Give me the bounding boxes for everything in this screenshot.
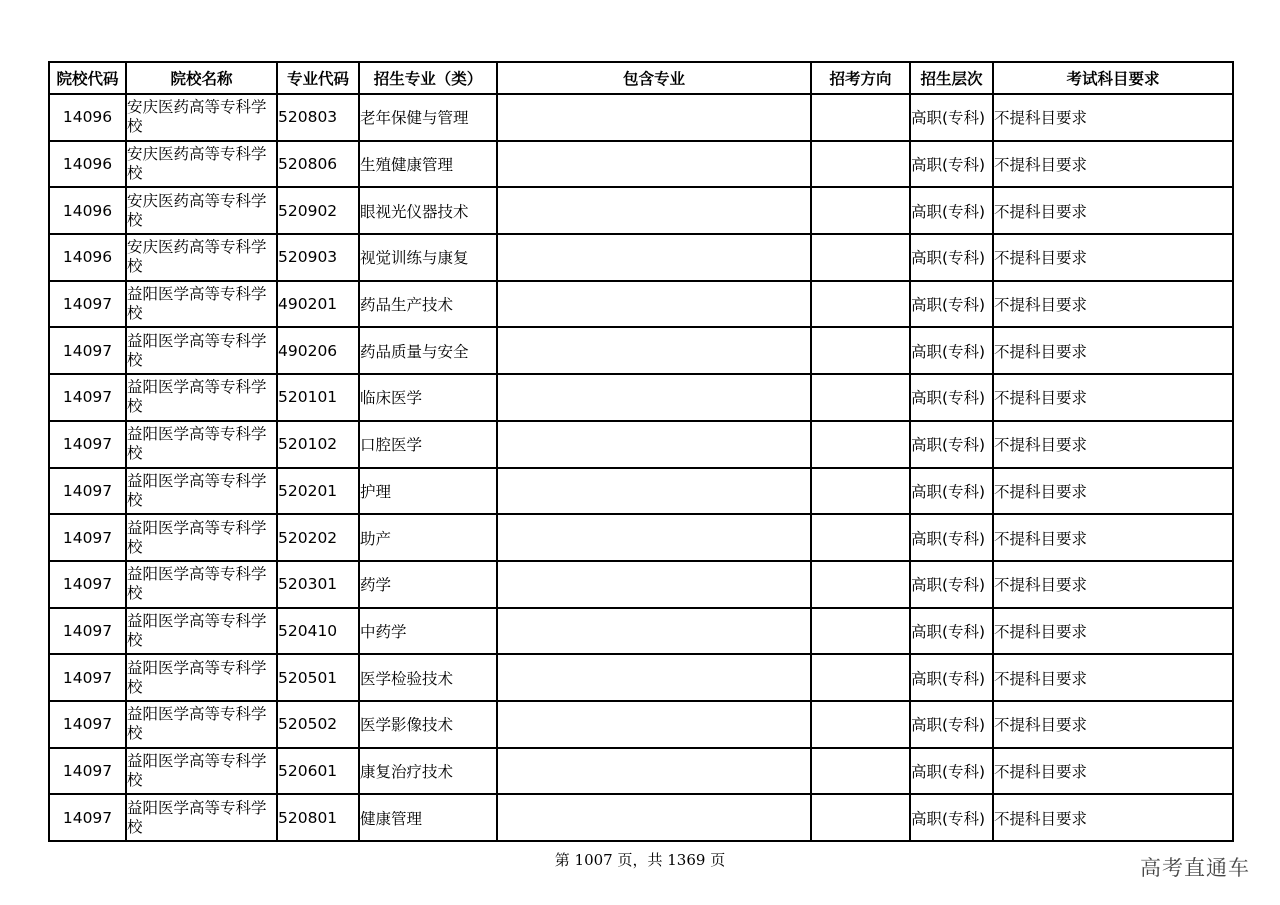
cell-requirement: 不提科目要求 [993, 794, 1233, 841]
cell-school-name: 益阳医学高等专科学校 [126, 748, 277, 795]
cell-level: 高职(专科) [910, 514, 993, 561]
cell-school-code: 14097 [49, 421, 126, 468]
cell-school-code: 14096 [49, 94, 126, 141]
table-row [49, 701, 1233, 748]
cell-school-code: 14097 [49, 374, 126, 421]
cell-requirement: 不提科目要求 [993, 421, 1233, 468]
table-row [49, 748, 1233, 795]
cell-major: 药品质量与安全 [359, 327, 497, 374]
cell-school-name: 益阳医学高等专科学校 [126, 514, 277, 561]
cell-level: 高职(专科) [910, 468, 993, 515]
cell-requirement: 不提科目要求 [993, 654, 1233, 701]
cell-school-name: 益阳医学高等专科学校 [126, 327, 277, 374]
cell-included-majors [497, 94, 811, 141]
cell-requirement: 不提科目要求 [993, 748, 1233, 795]
table-row [49, 374, 1233, 421]
cell-major-code: 520801 [277, 794, 359, 841]
cell-school-name: 益阳医学高等专科学校 [126, 468, 277, 515]
cell-requirement: 不提科目要求 [993, 608, 1233, 655]
cell-major-code: 520301 [277, 561, 359, 608]
cell-level: 高职(专科) [910, 608, 993, 655]
table-row [49, 187, 1233, 234]
cell-direction [811, 234, 910, 281]
cell-included-majors [497, 374, 811, 421]
cell-requirement: 不提科目要求 [993, 514, 1233, 561]
table-header [49, 62, 1233, 94]
cell-school-name: 益阳医学高等专科学校 [126, 561, 277, 608]
cell-major-code: 520201 [277, 468, 359, 515]
cell-direction [811, 514, 910, 561]
cell-school-name: 益阳医学高等专科学校 [126, 374, 277, 421]
cell-included-majors [497, 794, 811, 841]
header-school-code: 院校代码 [49, 62, 126, 94]
cell-school-name: 益阳医学高等专科学校 [126, 608, 277, 655]
cell-school-code: 14096 [49, 187, 126, 234]
cell-level: 高职(专科) [910, 234, 993, 281]
cell-school-code: 14097 [49, 654, 126, 701]
cell-included-majors [497, 281, 811, 328]
page-number: 第 1007 页，共 1369 页 [554, 851, 726, 869]
cell-included-majors [497, 748, 811, 795]
cell-requirement: 不提科目要求 [993, 468, 1233, 515]
header-row [49, 62, 1233, 94]
cell-major-code: 520501 [277, 654, 359, 701]
cell-included-majors [497, 468, 811, 515]
cell-school-code: 14097 [49, 608, 126, 655]
cell-level: 高职(专科) [910, 281, 993, 328]
cell-requirement: 不提科目要求 [993, 374, 1233, 421]
cell-included-majors [497, 327, 811, 374]
table-row [49, 234, 1233, 281]
cell-school-code: 14096 [49, 141, 126, 188]
cell-level: 高职(专科) [910, 561, 993, 608]
table-body [49, 94, 1233, 841]
cell-direction [811, 94, 910, 141]
cell-major-code: 520902 [277, 187, 359, 234]
cell-level: 高职(专科) [910, 794, 993, 841]
cell-major: 中药学 [359, 608, 497, 655]
cell-school-name: 益阳医学高等专科学校 [126, 281, 277, 328]
cell-school-code: 14097 [49, 748, 126, 795]
cell-school-name: 安庆医药高等专科学校 [126, 94, 277, 141]
cell-major: 视觉训练与康复 [359, 234, 497, 281]
cell-level: 高职(专科) [910, 327, 993, 374]
cell-included-majors [497, 701, 811, 748]
cell-major: 老年保健与管理 [359, 94, 497, 141]
cell-school-code: 14097 [49, 794, 126, 841]
cell-major-code: 520202 [277, 514, 359, 561]
cell-requirement: 不提科目要求 [993, 561, 1233, 608]
cell-direction [811, 421, 910, 468]
cell-direction [811, 327, 910, 374]
header-major: 招生专业（类） [359, 62, 497, 94]
cell-major: 医学影像技术 [359, 701, 497, 748]
cell-school-code: 14097 [49, 468, 126, 515]
table-row [49, 468, 1233, 515]
cell-major-code: 520410 [277, 608, 359, 655]
cell-school-code: 14097 [49, 327, 126, 374]
cell-major-code: 520903 [277, 234, 359, 281]
cell-direction [811, 187, 910, 234]
cell-school-code: 14097 [49, 701, 126, 748]
table-row [49, 794, 1233, 841]
cell-requirement: 不提科目要求 [993, 701, 1233, 748]
cell-direction [811, 141, 910, 188]
cell-major: 医学检验技术 [359, 654, 497, 701]
cell-major: 药品生产技术 [359, 281, 497, 328]
cell-major: 助产 [359, 514, 497, 561]
cell-school-name: 益阳医学高等专科学校 [126, 654, 277, 701]
cell-level: 高职(专科) [910, 374, 993, 421]
table-row [49, 281, 1233, 328]
cell-direction [811, 374, 910, 421]
cell-requirement: 不提科目要求 [993, 187, 1233, 234]
table-row [49, 561, 1233, 608]
cell-direction [811, 794, 910, 841]
header-school-name: 院校名称 [126, 62, 277, 94]
cell-school-name: 益阳医学高等专科学校 [126, 794, 277, 841]
cell-requirement: 不提科目要求 [993, 281, 1233, 328]
cell-major: 护理 [359, 468, 497, 515]
header-included-majors: 包含专业 [497, 62, 811, 94]
cell-major: 健康管理 [359, 794, 497, 841]
cell-requirement: 不提科目要求 [993, 141, 1233, 188]
table-row [49, 608, 1233, 655]
table-row [49, 94, 1233, 141]
cell-major-code: 520601 [277, 748, 359, 795]
cell-school-name: 安庆医药高等专科学校 [126, 141, 277, 188]
cell-major: 临床医学 [359, 374, 497, 421]
cell-direction [811, 561, 910, 608]
cell-direction [811, 281, 910, 328]
cell-direction [811, 468, 910, 515]
cell-school-name: 安庆医药高等专科学校 [126, 234, 277, 281]
table-row [49, 421, 1233, 468]
cell-included-majors [497, 421, 811, 468]
cell-requirement: 不提科目要求 [993, 234, 1233, 281]
cell-school-name: 益阳医学高等专科学校 [126, 421, 277, 468]
cell-included-majors [497, 234, 811, 281]
cell-major-code: 520101 [277, 374, 359, 421]
header-major-code: 专业代码 [277, 62, 359, 94]
cell-direction [811, 748, 910, 795]
watermark-logo: 高考直通车 [1140, 856, 1250, 880]
cell-major-code: 520803 [277, 94, 359, 141]
header-level: 招生层次 [910, 62, 993, 94]
cell-level: 高职(专科) [910, 94, 993, 141]
cell-included-majors [497, 514, 811, 561]
cell-major-code: 490201 [277, 281, 359, 328]
header-requirement: 考试科目要求 [993, 62, 1233, 94]
cell-level: 高职(专科) [910, 141, 993, 188]
cell-requirement: 不提科目要求 [993, 327, 1233, 374]
cell-major-code: 520806 [277, 141, 359, 188]
cell-level: 高职(专科) [910, 421, 993, 468]
cell-major: 生殖健康管理 [359, 141, 497, 188]
cell-direction [811, 608, 910, 655]
header-direction: 招考方向 [811, 62, 910, 94]
cell-major-code: 520102 [277, 421, 359, 468]
cell-school-code: 14096 [49, 234, 126, 281]
cell-school-name: 安庆医药高等专科学校 [126, 187, 277, 234]
cell-school-code: 14097 [49, 281, 126, 328]
cell-school-code: 14097 [49, 514, 126, 561]
cell-major: 口腔医学 [359, 421, 497, 468]
cell-level: 高职(专科) [910, 654, 993, 701]
cell-requirement: 不提科目要求 [993, 94, 1233, 141]
cell-included-majors [497, 141, 811, 188]
cell-included-majors [497, 608, 811, 655]
cell-level: 高职(专科) [910, 748, 993, 795]
cell-school-name: 益阳医学高等专科学校 [126, 701, 277, 748]
enrollment-table [48, 61, 1234, 842]
cell-major: 康复治疗技术 [359, 748, 497, 795]
table-row [49, 654, 1233, 701]
cell-included-majors [497, 654, 811, 701]
cell-level: 高职(专科) [910, 187, 993, 234]
cell-major: 眼视光仪器技术 [359, 187, 497, 234]
cell-school-code: 14097 [49, 561, 126, 608]
cell-included-majors [497, 561, 811, 608]
cell-major-code: 490206 [277, 327, 359, 374]
cell-direction [811, 701, 910, 748]
table-row [49, 141, 1233, 188]
table-row [49, 327, 1233, 374]
cell-included-majors [497, 187, 811, 234]
cell-direction [811, 654, 910, 701]
cell-major: 药学 [359, 561, 497, 608]
cell-level: 高职(专科) [910, 701, 993, 748]
table-row [49, 514, 1233, 561]
cell-major-code: 520502 [277, 701, 359, 748]
